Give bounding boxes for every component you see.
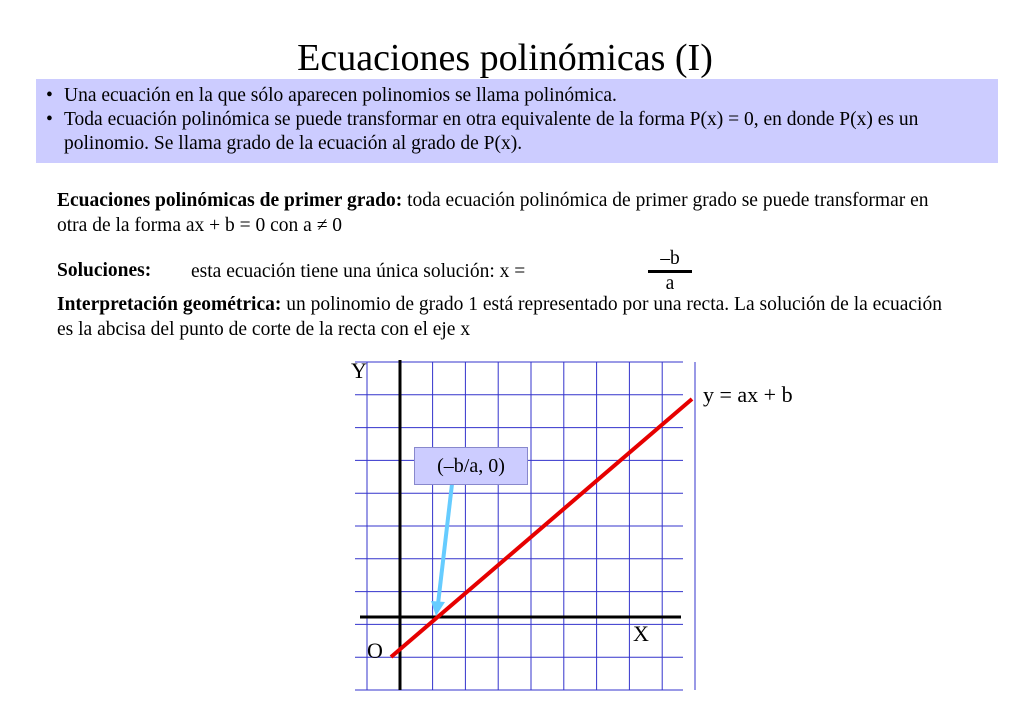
interpretation-text: un polinomio de grado 1 está representado por una recta. La solución de la ecuación es la abcisa del punto de corte de la recta con el eje x <box>57 294 942 340</box>
solutions-text: esta ecuación tiene una única solución: x = <box>191 261 526 282</box>
x-axis-label: X <box>633 621 649 646</box>
bullet-dot: • <box>46 85 53 106</box>
intro-bullet-2-text: Toda ecuación polinómica se puede transformar en otra equivalente de la forma P(x) = 0, en donde P(x) es un polinomio. Se llama grado de la ecuación al grado de P(x). <box>64 109 919 154</box>
line-equation-label: y = ax + b <box>703 382 793 407</box>
interpretation-label: Interpretación geométrica: <box>57 294 282 315</box>
first-degree-text: toda ecuación polinómica de primer grado se puede transformar en otra de la forma ax + b = 0 con a ≠ 0 <box>57 190 929 236</box>
origin-label: O <box>367 638 383 663</box>
intersection-point-label: (–b/a, 0) <box>414 447 528 485</box>
page-title: Ecuaciones polinómicas (I) <box>297 37 713 79</box>
y-axis-label: Y <box>351 358 367 383</box>
fraction-denominator: a <box>665 273 675 294</box>
intro-bullet-1-text: Una ecuación en la que sólo aparecen polinomios se llama polinómica. <box>64 85 617 106</box>
first-degree-label: Ecuaciones polinómicas de primer grado: <box>57 190 403 211</box>
fraction-numerator: –b <box>660 248 680 269</box>
point-arrow <box>438 484 452 604</box>
solutions-label: Soluciones: <box>57 260 152 281</box>
bullet-dot: • <box>46 109 53 130</box>
